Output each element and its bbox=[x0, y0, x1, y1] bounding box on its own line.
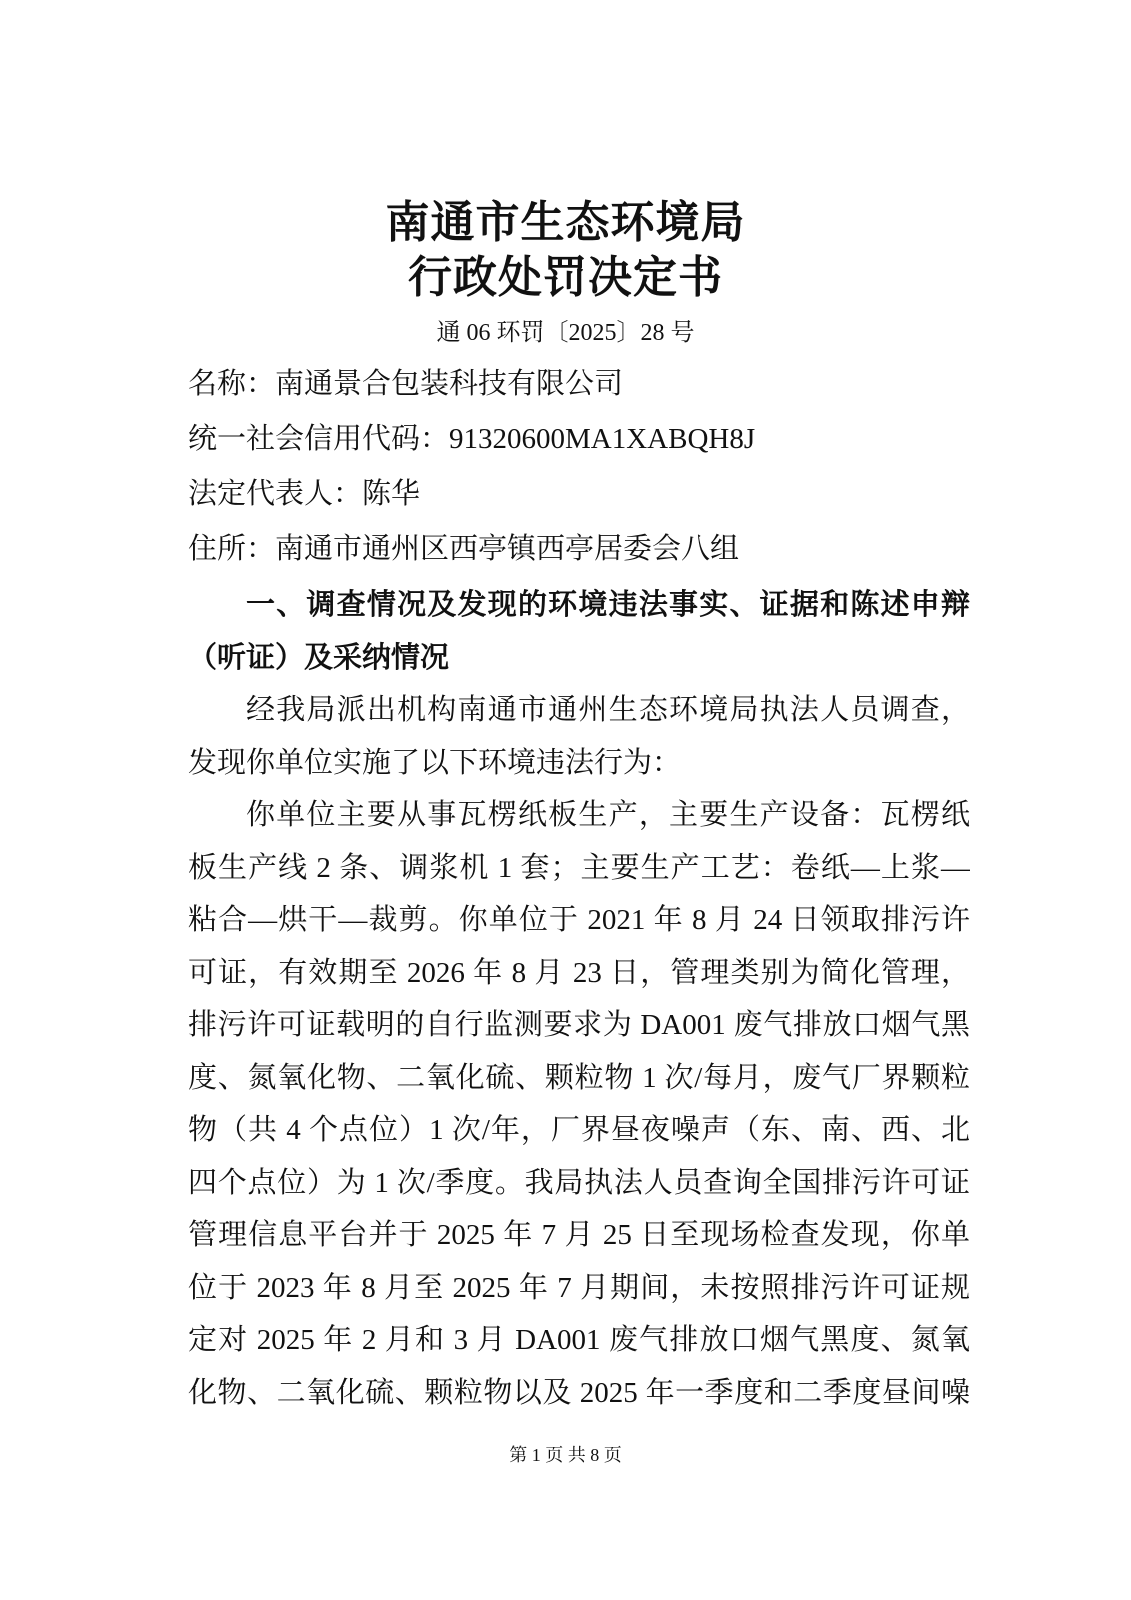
field-address: 住所：南通市通州区西亭镇西亭居委会八组 bbox=[188, 533, 740, 565]
facts-line: 物（共 4 个点位）1 次/年，厂界昼夜噪声（东、南、西、北 bbox=[188, 1114, 970, 1146]
facts-line: 四个点位）为 1 次/季度。我局执法人员查询全国排污许可证 bbox=[188, 1166, 970, 1199]
facts-line: 你单位主要从事瓦楞纸板生产，主要生产设备：瓦楞纸 bbox=[246, 799, 970, 831]
title-line-agency: 南通市生态环境局 bbox=[385, 198, 746, 247]
facts-line: 排污许可证载明的自行监测要求为 DA001 废气排放口烟气黑 bbox=[188, 1009, 970, 1041]
party-info bbox=[188, 357, 970, 577]
title-line-doc-type: 行政处罚决定书 bbox=[408, 253, 723, 302]
facts-line: 可证，有效期至 2026 年 8 月 23 日，管理类别为简化管理， bbox=[188, 956, 970, 989]
field-name: 名称：南通景合包装科技有限公司 bbox=[188, 368, 624, 400]
field-credit-code: 统一社会信用代码：91320600MA1XABQH8J bbox=[188, 423, 756, 455]
document-number: 通 06 环罚〔2025〕28 号 bbox=[436, 320, 695, 346]
facts-line: 粘合—烘干—裁剪。你单位于 2021 年 8 月 24 日领取排污许 bbox=[188, 904, 970, 936]
section-heading-line: （听证）及采纳情况 bbox=[188, 641, 450, 674]
document-title bbox=[0, 195, 1131, 305]
facts-line: 位于 2023 年 8 月至 2025 年 7 月期间，未按照排污许可证规 bbox=[188, 1271, 970, 1304]
section-heading-line: 一、调查情况及发现的环境违法事实、证据和陈述申辩 bbox=[246, 589, 970, 621]
document-body bbox=[188, 579, 970, 1419]
facts-line: 管理信息平台并于 2025 年 7 月 25 日至现场检查发现，你单 bbox=[188, 1219, 970, 1251]
intro-line: 经我局派出机构南通市通州生态环境局执法人员调查， bbox=[246, 694, 970, 726]
page-footer: 第 1 页 共 8 页 bbox=[509, 1445, 622, 1465]
facts-line: 度、氮氧化物、二氧化硫、颗粒物 1 次/每月，废气厂界颗粒 bbox=[188, 1061, 970, 1094]
facts-line: 定对 2025 年 2 月和 3 月 DA001 废气排放口烟气黑度、氮氧 bbox=[188, 1324, 970, 1356]
facts-line: 板生产线 2 条、调浆机 1 套；主要生产工艺：卷纸—上浆— bbox=[188, 851, 970, 884]
facts-line: 化物、二氧化硫、颗粒物以及 2025 年一季度和二季度昼间噪 bbox=[188, 1376, 970, 1409]
field-legal-representative: 法定代表人：陈华 bbox=[188, 478, 421, 510]
intro-line: 发现你单位实施了以下环境违法行为： bbox=[188, 746, 682, 779]
